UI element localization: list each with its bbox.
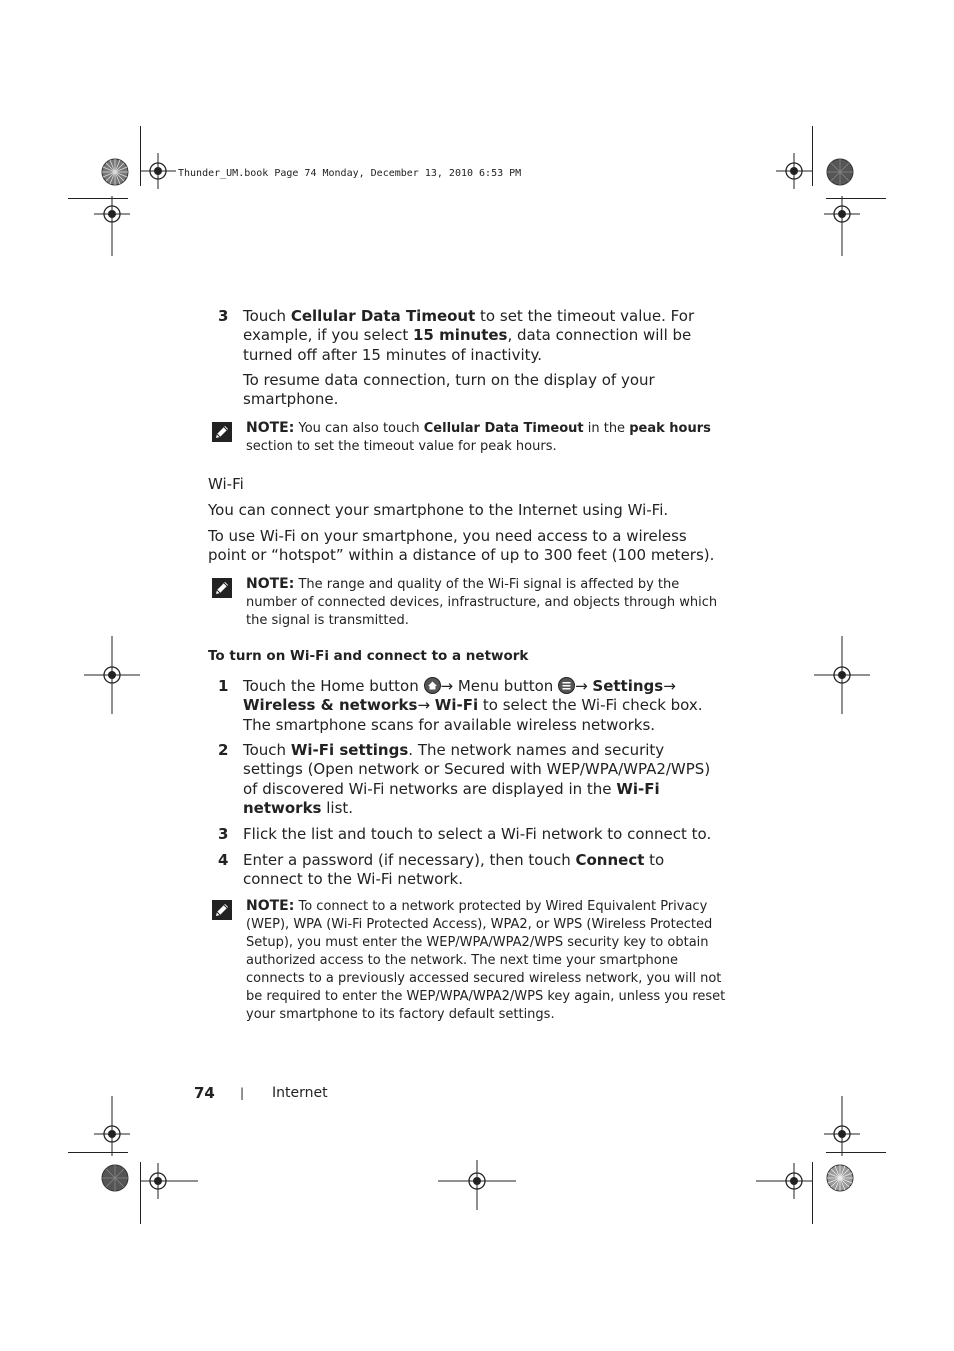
registration-mark-icon — [94, 1096, 130, 1156]
step-number: 2 — [218, 741, 229, 759]
step-text: Touch the Home button → Menu button → Settings→ Wireless & networks→ Wi-Fi to select the Wi-Fi check box. The smartphone scans for available wireless networks. — [243, 677, 703, 734]
step-number: 4 — [218, 851, 229, 869]
footer-separator: | — [240, 1086, 245, 1100]
step-text: Flick the list and touch to select a Wi-Fi network to connect to. — [243, 825, 712, 843]
home-button-icon — [424, 677, 441, 694]
pencil-note-icon — [212, 422, 232, 442]
color-wheel-icon — [101, 1164, 129, 1192]
registration-mark-icon — [824, 1096, 860, 1156]
crop-line — [812, 1162, 813, 1224]
color-wheel-icon — [101, 158, 129, 186]
registration-mark-icon — [140, 1163, 198, 1199]
registration-mark-icon — [84, 636, 140, 714]
registration-mark-icon — [776, 153, 812, 189]
step-text: Touch Wi-Fi settings. The network names and security settings (Open network or Secured with WEP/WPA/WPA2/WPS) of discovered Wi-Fi networks are displayed in the Wi-Fi networks list. — [243, 741, 711, 817]
registration-mark-icon — [438, 1160, 516, 1210]
registration-mark-icon — [756, 1163, 812, 1199]
step-number: 3 — [218, 307, 229, 325]
note: NOTE: To connect to a network protected by Wired Equivalent Privacy (WEP), WPA (Wi-Fi Protected Access), WPA2, or WPS (Wireless Protected Setup), you must enter the WEP/WPA/WPA2/WPS security key to obtain authorized access to the network. The next time your smartphone connects to a previously accessed secured wireless network, you will not be required to enter the WEP/WPA/WPA2/WPS key again, unless you reset your smartphone to its factory default settings. — [246, 898, 726, 1022]
registration-mark-icon — [94, 196, 130, 256]
color-wheel-icon — [826, 158, 854, 186]
color-wheel-icon — [826, 1164, 854, 1192]
note: NOTE: The range and quality of the Wi-Fi signal is affected by the number of connected devices, infrastructure, and objects through which the signal is transmitted. — [246, 576, 718, 628]
registration-mark-icon — [140, 153, 176, 189]
pencil-note-icon — [212, 900, 232, 920]
step-paragraph: To resume data connection, turn on the display of your smartphone. — [243, 371, 655, 409]
step-number: 3 — [218, 825, 229, 843]
registration-mark-icon — [824, 196, 860, 256]
print-slug: Thunder_UM.book Page 74 Monday, December 13, 2010 6:53 PM — [178, 168, 522, 179]
step-text: Enter a password (if necessary), then touch Connect to connect to the Wi-Fi network. — [243, 851, 665, 889]
note: NOTE: You can also touch Cellular Data Timeout in the peak hours section to set the timeout value for peak hours. — [246, 420, 711, 454]
paragraph: You can connect your smartphone to the Internet using Wi-Fi. — [208, 501, 669, 519]
step-number: 1 — [218, 677, 229, 695]
registration-mark-icon — [814, 636, 870, 714]
page-number: 74 — [194, 1084, 215, 1102]
pencil-note-icon — [212, 578, 232, 598]
procedure-heading: To turn on Wi-Fi and connect to a network — [208, 648, 529, 664]
paragraph: To use Wi-Fi on your smartphone, you need access to a wireless point or “hotspot” within a distance of up to 300 feet (100 meters). — [208, 527, 715, 565]
section-heading: Wi-Fi — [208, 475, 244, 493]
footer-section: Internet — [272, 1085, 328, 1101]
step-text: Touch Cellular Data Timeout to set the timeout value. For example, if you select 15 minutes, data connection will be turned off after 15 minutes of inactivity. — [243, 307, 695, 364]
crop-line — [812, 126, 813, 186]
menu-button-icon — [558, 677, 575, 694]
